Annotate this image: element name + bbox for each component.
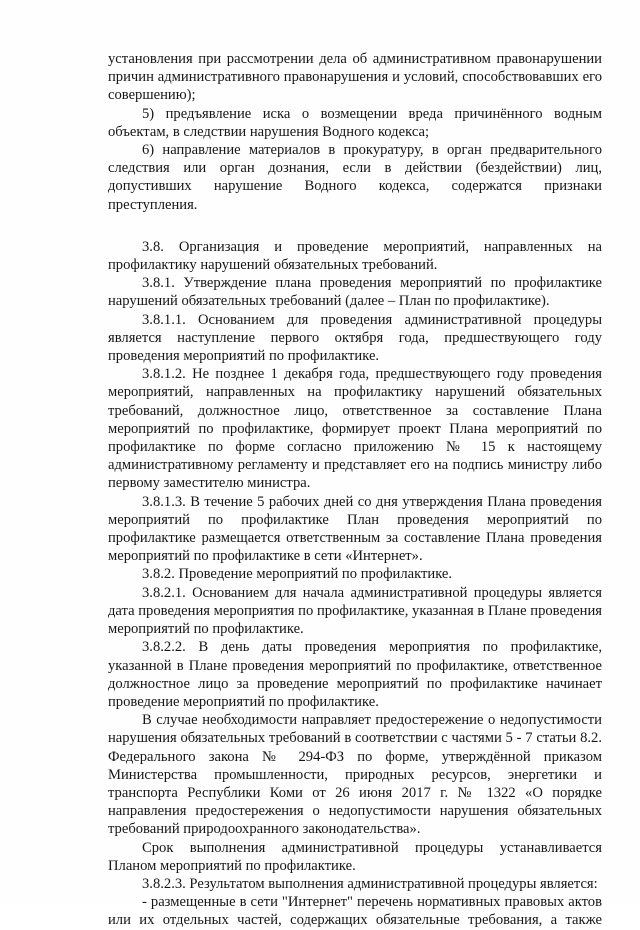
- paragraph-3-8-1-2: 3.8.1.2. Не позднее 1 декабря года, предшествующего году проведения мероприятий, направленных на профилактику нарушений обязательных требований, должностное лицо, ответственное за составление Плана мероприятий по профилактике, формирует проект Плана мероприятий по профилактике по форме согласно приложению № 15 к настоящему административному регламенту и представляет его на подпись министру либо первому заместителю министра.: [108, 366, 602, 492]
- paragraph-result-item: - размещенные в сети "Интернет" перечень нормативных правовых актов или их отдельных частей, содержащих обязательные требования, а также: [108, 894, 602, 929]
- paragraph-3-8-2-1: 3.8.2.1. Основанием для начала административной процедуры является дата проведения мероприятия по профилактике, указанная в Плане проведения мероприятий по профилактике.: [108, 584, 602, 638]
- paragraph-3-8-2-3: 3.8.2.3. Результатом выполнения административной процедуры является:: [142, 875, 598, 892]
- paragraph-warning: В случае необходимости направляет предостережение о недопустимости нарушения обязательных требований в соответствии с частями 5 - 7 статьи 8.2. Федерального закона № 294-ФЗ по форме, утверждённой приказом Министерства промышленности, природных ресурсов, энергетики и транспорта Республики Коми от 26 июня 2017 г. № 1322 «О порядке направления предостережения о недопустимости нарушения обязательных требований природоохранного законодательства».: [108, 712, 602, 838]
- paragraph-item-5: 5) предъявление иска о возмещении вреда причинённого водным объектам, в следствии нарушения Водного кодекса;: [108, 105, 602, 140]
- paragraph-continuation: установления при рассмотрении дела об административном правонарушении причин административного правонарушения и условий, способствовавших его совершению);: [108, 51, 602, 104]
- paragraph-3-8-2-2: 3.8.2.2. В день даты проведения мероприятия по профилактике, указанной в Плане проведения мероприятий по профилактике, ответственное должностное лицо за проведение мероприятий по профилактике начинает проведение мероприятий по профилактике.: [108, 639, 602, 710]
- section-3-8-heading: 3.8. Организация и проведение мероприятий, направленных на профилактику нарушений обязательных требований.: [108, 238, 602, 274]
- document-body: [108, 50, 602, 930]
- paragraph-deadline: Срок выполнения административной процедуры устанавливается Планом мероприятий по профилактике.: [108, 839, 602, 874]
- paragraph-3-8-2: 3.8.2. Проведение мероприятий по профилактике.: [142, 566, 453, 583]
- paragraph-3-8-1-1: 3.8.1.1. Основанием для проведения административной процедуры является наступление первого октября года, предшествующего году проведения мероприятий по профилактике.: [108, 311, 602, 365]
- paragraph-3-8-1: 3.8.1. Утверждение плана проведения мероприятий по профилактике нарушений обязательных требований (далее – План по профилактике).: [108, 275, 602, 310]
- paragraph-3-8-1-3: 3.8.1.3. В течение 5 рабочих дней со дня утверждения Плана проведения мероприятий по профилактике План проведения мероприятий по профилактике размещается ответственным за составление Плана проведения мероприятий по профилактике в сети «Интернет».: [108, 493, 602, 565]
- paragraph-item-6: 6) направление материалов в прокуратуру, в орган предварительного следствия или орган дознания, если в действии (бездействии) лиц, допустивших нарушение Водного кодекса, содержатся признаки преступления.: [108, 142, 602, 213]
